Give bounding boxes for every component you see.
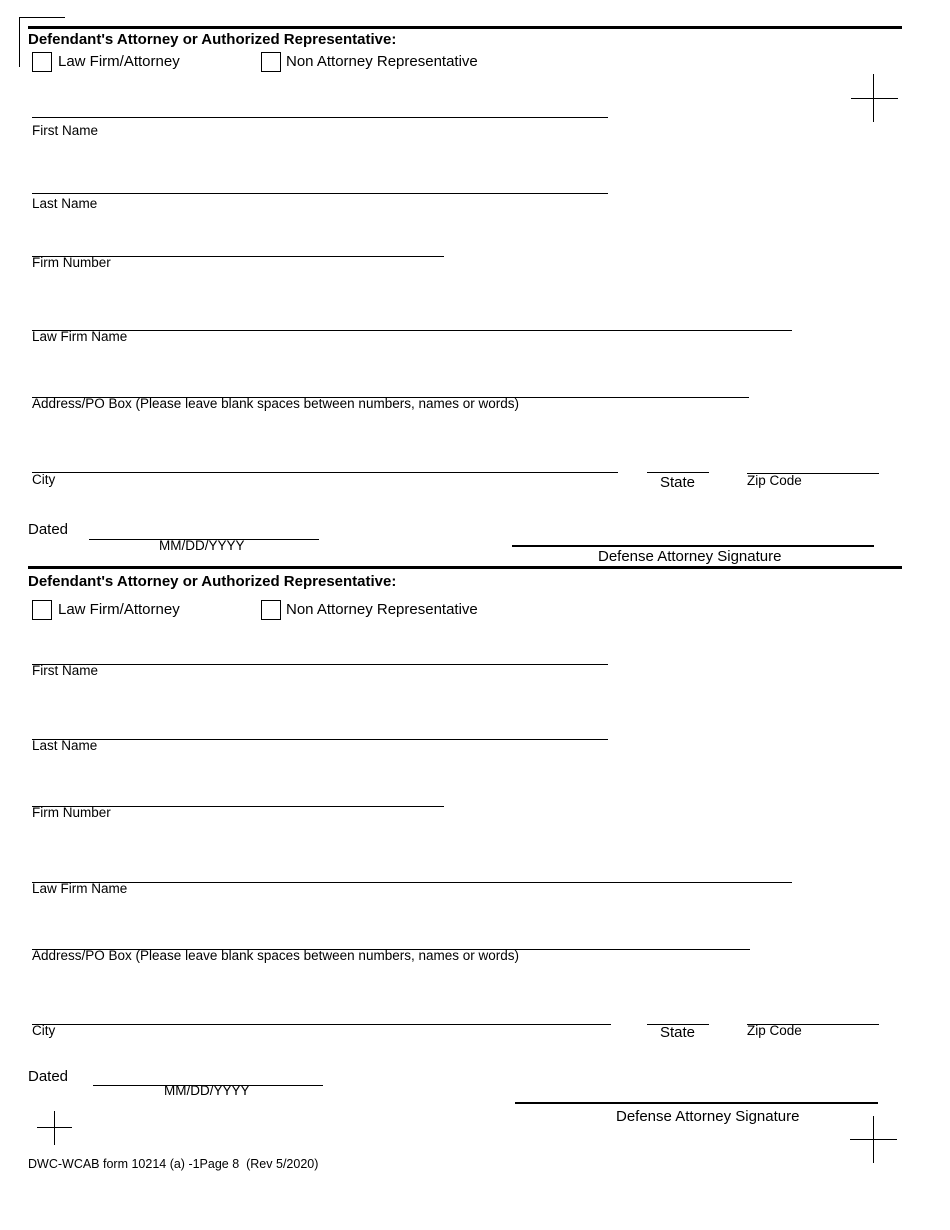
date-field[interactable] [93,1062,323,1084]
address-field[interactable] [32,374,749,396]
dated-label: Dated [28,1068,69,1085]
first-name-label: First Name [32,663,99,678]
last-name-label: Last Name [32,196,98,211]
law-firm-name-field[interactable] [32,859,792,881]
state-label: State [660,474,696,491]
first-name-label: First Name [32,123,99,138]
law-firm-name-line [32,330,792,331]
state-field[interactable] [647,449,709,471]
firm-number-field[interactable] [32,233,444,255]
firm-number-label: Firm Number [32,805,111,820]
first-name-field[interactable] [32,641,608,663]
signature-line [512,545,874,547]
law-firm-name-line [32,882,792,883]
state-field[interactable] [647,1001,709,1023]
firm-number-label: Firm Number [32,255,111,270]
signature-label: Defense Attorney Signature [616,1108,800,1125]
last-name-line [32,739,608,740]
date-format-hint: MM/DD/YYYY [159,538,245,553]
city-label: City [32,472,56,487]
non-attorney-representative-checkbox[interactable] [261,52,281,72]
city-field[interactable] [32,1001,611,1023]
date-format-hint: MM/DD/YYYY [164,1083,250,1098]
dated-label: Dated [28,521,69,538]
law-firm-attorney-label: Law Firm/Attorney [58,53,180,70]
signature-line [515,1102,878,1104]
non-attorney-representative-label: Non Attorney Representative [286,53,478,70]
section-2-top-rule [28,566,902,569]
zip-code-label: Zip Code [747,1023,802,1038]
zip-code-field[interactable] [747,450,879,472]
law-firm-attorney-checkbox[interactable] [32,600,52,620]
signature-field[interactable] [512,522,874,544]
last-name-field[interactable] [32,170,608,192]
form-footer-id: DWC-WCAB form 10214 (a) -1Page 8 (Rev 5/2020) [28,1157,319,1171]
state-label: State [660,1024,696,1041]
last-name-line [32,193,608,194]
section-2-heading: Defendant's Attorney or Authorized Representative: [28,573,397,590]
state-line [647,472,709,473]
city-field[interactable] [32,449,618,471]
law-firm-name-label: Law Firm Name [32,881,128,896]
last-name-label: Last Name [32,738,98,753]
signature-field[interactable] [515,1080,878,1102]
city-line [32,1024,611,1025]
non-attorney-representative-checkbox[interactable] [261,600,281,620]
address-label: Address/PO Box (Please leave blank spaces between numbers, names or words) [32,948,519,963]
law-firm-attorney-checkbox[interactable] [32,52,52,72]
first-name-line [32,117,608,118]
city-label: City [32,1023,56,1038]
zip-code-field[interactable] [747,1001,879,1023]
law-firm-name-label: Law Firm Name [32,329,128,344]
first-name-field[interactable] [32,94,608,116]
section-1-heading: Defendant's Attorney or Authorized Representative: [28,31,397,48]
date-field[interactable] [89,516,319,538]
address-label: Address/PO Box (Please leave blank spaces between numbers, names or words) [32,396,519,411]
section-1-top-rule [28,26,902,29]
law-firm-name-field[interactable] [32,307,792,329]
address-field[interactable] [32,926,750,948]
non-attorney-representative-label: Non Attorney Representative [286,601,478,618]
first-name-line [32,664,608,665]
firm-number-field[interactable] [32,783,444,805]
signature-label: Defense Attorney Signature [598,548,782,565]
law-firm-attorney-label: Law Firm/Attorney [58,601,180,618]
city-line [32,472,618,473]
last-name-field[interactable] [32,716,608,738]
zip-code-label: Zip Code [747,473,802,488]
